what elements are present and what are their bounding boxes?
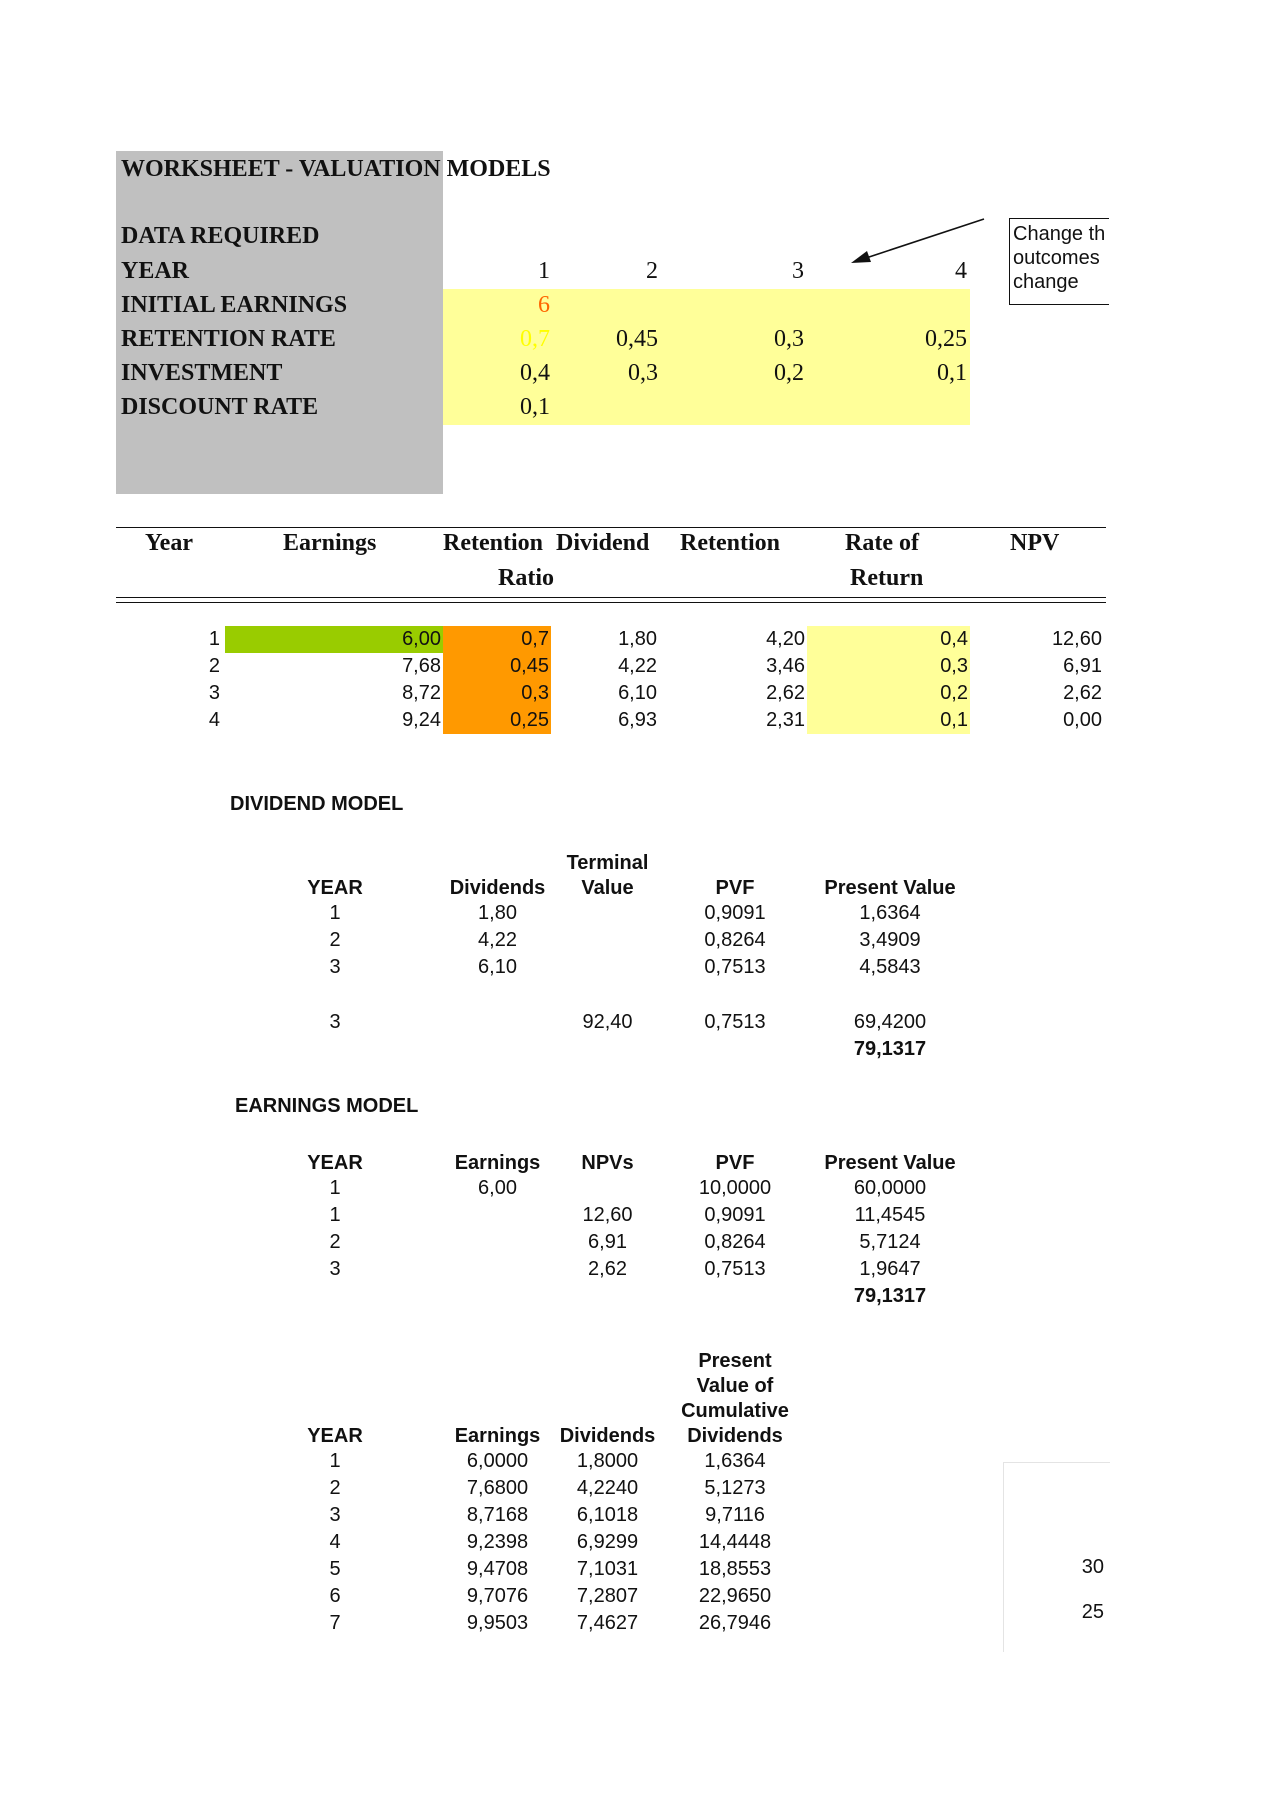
em-header-year: YEAR <box>307 1152 363 1174</box>
list-item: 4,2240 <box>576 1477 639 1499</box>
earnings-model-title: EARNINGS MODEL <box>235 1095 419 1117</box>
investment-cell-3[interactable]: 0,2 <box>774 360 804 386</box>
dividend-cell[interactable]: 1,80 <box>618 628 657 650</box>
list-item: 69,4200 <box>853 1011 927 1033</box>
col-header-ratio: Ratio <box>498 565 554 591</box>
col-header-npv: NPV <box>1010 530 1060 556</box>
rate-of-return-cell[interactable]: 0,4 <box>807 626 970 653</box>
list-item: 2 <box>329 1477 341 1499</box>
investment-cell-4[interactable]: 0,1 <box>937 360 967 386</box>
list-item: 18,8553 <box>698 1558 772 1580</box>
dividend-cell[interactable]: 6,10 <box>618 682 657 704</box>
dividend-model-total: 79,1317 <box>853 1038 927 1060</box>
list-item: 9,9503 <box>466 1612 529 1634</box>
label-year: YEAR <box>121 258 190 284</box>
col-header-retention-amount: Retention <box>680 530 780 556</box>
list-item: 4,5843 <box>859 956 921 978</box>
list-item: 1 <box>329 902 341 924</box>
dividend-model-title: DIVIDEND MODEL <box>230 793 404 815</box>
list-item: 1,6364 <box>859 902 921 924</box>
label-data-required: DATA REQUIRED <box>121 223 320 249</box>
em-header-present-value: Present Value <box>824 1152 956 1174</box>
list-item: 6,0000 <box>466 1450 529 1472</box>
list-item: 3 <box>329 1504 341 1526</box>
list-item: 0,7513 <box>704 1011 766 1033</box>
list-item: 7,2807 <box>576 1585 639 1607</box>
earnings-cell[interactable]: 7,68 <box>402 655 441 677</box>
retention-ratio-cell[interactable]: 0,45 <box>443 653 551 680</box>
earnings-cell[interactable]: 6,00 <box>225 626 443 653</box>
list-item: 6,9299 <box>576 1531 639 1553</box>
em-header-earnings: Earnings <box>454 1152 541 1174</box>
list-item: 92,40 <box>582 1011 633 1033</box>
npv-cell[interactable]: 12,60 <box>1051 628 1102 650</box>
label-initial-earnings: INITIAL EARNINGS <box>121 292 348 318</box>
col-header-earnings: Earnings <box>283 530 377 556</box>
list-item: 6 <box>329 1585 341 1607</box>
retention-ratio-cell[interactable]: 0,25 <box>443 707 551 734</box>
earnings-model-total: 79,1317 <box>853 1285 927 1307</box>
cum-header-present: Present <box>698 1350 772 1372</box>
list-item: 9,7116 <box>705 1504 765 1526</box>
retention-rate-cell-4[interactable]: 0,25 <box>925 326 967 352</box>
cum-header-cumulative: Cumulative <box>681 1400 789 1422</box>
cum-header-earnings: Earnings <box>454 1425 541 1447</box>
list-item: 3 <box>329 956 341 978</box>
col-header-rate-of: Rate of <box>845 530 919 556</box>
list-item: 0,8264 <box>704 1231 766 1253</box>
table-header-rule-2 <box>116 602 1106 603</box>
list-item: 2 <box>329 929 341 951</box>
list-item: 1,80 <box>478 902 517 924</box>
npv-cell[interactable]: 6,91 <box>1063 655 1102 677</box>
table-row: 1 <box>208 628 220 650</box>
table-row: 2 <box>208 655 220 677</box>
list-item: 0,9091 <box>704 902 766 924</box>
retention-cell[interactable]: 4,20 <box>766 628 805 650</box>
list-item: 26,7946 <box>698 1612 772 1634</box>
retention-ratio-cell[interactable]: 0,3 <box>443 680 551 707</box>
retention-cell[interactable]: 3,46 <box>766 655 805 677</box>
list-item: 0,7513 <box>704 1258 766 1280</box>
dm-header-terminal: Terminal <box>566 852 649 874</box>
list-item: 3,4909 <box>859 929 921 951</box>
note-comment-box <box>1009 218 1109 305</box>
em-header-pvf: PVF <box>715 1152 755 1174</box>
list-item: 1,9647 <box>859 1258 921 1280</box>
list-item: 1,8000 <box>576 1450 639 1472</box>
list-item: 14,4448 <box>698 1531 772 1553</box>
col-header-retention: Retention <box>443 530 543 556</box>
dm-header-pvf: PVF <box>715 877 755 899</box>
table-row: 3 <box>208 682 220 704</box>
year-cell-1[interactable]: 1 <box>538 258 550 284</box>
col-header-year: Year <box>145 530 193 556</box>
list-item: 2,62 <box>588 1258 627 1280</box>
dm-header-value: Value <box>581 877 634 899</box>
list-item: 4 <box>329 1531 341 1553</box>
dividend-cell[interactable]: 4,22 <box>618 655 657 677</box>
year-cell-3[interactable]: 3 <box>792 258 804 284</box>
earnings-cell[interactable]: 9,24 <box>402 709 441 731</box>
list-item: 1,6364 <box>704 1450 766 1472</box>
col-header-return: Return <box>850 565 924 591</box>
list-item: 0,7513 <box>704 956 766 978</box>
investment-cell-2[interactable]: 0,3 <box>628 360 658 386</box>
list-item: 6,91 <box>588 1231 627 1253</box>
retention-cell[interactable]: 2,31 <box>766 709 805 731</box>
list-item: 9,4708 <box>466 1558 529 1580</box>
list-item: 6,10 <box>478 956 517 978</box>
dividend-cell[interactable]: 6,93 <box>618 709 657 731</box>
list-item: 1 <box>329 1450 341 1472</box>
retention-rate-cell-2[interactable]: 0,45 <box>616 326 658 352</box>
npv-cell[interactable]: 0,00 <box>1063 709 1102 731</box>
list-item: 1 <box>329 1177 341 1199</box>
retention-rate-cell-1[interactable]: 0,7 <box>520 326 550 352</box>
rate-of-return-cell[interactable]: 0,3 <box>807 653 970 680</box>
list-item: 2 <box>329 1231 341 1253</box>
list-item: 8,7168 <box>466 1504 529 1526</box>
em-header-npvs: NPVs <box>581 1152 634 1174</box>
cum-header-dividends-label: Dividends <box>687 1425 783 1447</box>
year-cell-4[interactable]: 4 <box>955 258 967 284</box>
label-investment: INVESTMENT <box>121 360 283 386</box>
list-item: 7,1031 <box>576 1558 639 1580</box>
input-label-panel <box>116 151 443 494</box>
list-item: 0,8264 <box>704 929 766 951</box>
year-cell-2[interactable]: 2 <box>646 258 658 284</box>
note-line-2: outcomes <box>1013 247 1100 269</box>
list-item: 4,22 <box>478 929 517 951</box>
earnings-cell[interactable]: 8,72 <box>402 682 441 704</box>
discount-rate-cell[interactable]: 0,1 <box>520 394 550 420</box>
retention-rate-cell-3[interactable]: 0,3 <box>774 326 804 352</box>
list-item: 12,60 <box>582 1204 633 1226</box>
investment-cell-1[interactable]: 0,4 <box>520 360 550 386</box>
dm-header-present-value: Present Value <box>824 877 956 899</box>
list-item: 11,4545 <box>854 1204 926 1226</box>
note-line-3: change <box>1013 271 1079 293</box>
chart-axis-tick: 25 <box>1081 1601 1104 1623</box>
dm-header-year: YEAR <box>307 877 363 899</box>
label-retention-rate: RETENTION RATE <box>121 326 336 352</box>
list-item: 5,7124 <box>859 1231 921 1253</box>
list-item: 9,7076 <box>466 1585 529 1607</box>
rate-of-return-cell[interactable]: 0,1 <box>807 707 970 734</box>
retention-ratio-cell[interactable]: 0,7 <box>443 626 551 653</box>
list-item: 0,9091 <box>704 1204 766 1226</box>
list-item: 7,6800 <box>466 1477 529 1499</box>
list-item: 5 <box>329 1558 341 1580</box>
list-item: 22,9650 <box>698 1585 772 1607</box>
worksheet-title: WORKSHEET - VALUATION MODELS <box>121 156 551 182</box>
list-item: 6,00 <box>478 1177 517 1199</box>
cum-header-value-of: Value of <box>696 1375 774 1397</box>
label-discount-rate: DISCOUNT RATE <box>121 394 319 420</box>
chart-axis-tick: 30 <box>1081 1556 1104 1578</box>
list-item: 6,1018 <box>576 1504 639 1526</box>
table-row: 4 <box>208 709 220 731</box>
list-item: 7 <box>329 1612 341 1634</box>
list-item: 60,0000 <box>853 1177 927 1199</box>
list-item: 1 <box>329 1204 341 1226</box>
list-item: 3 <box>329 1258 341 1280</box>
cum-header-year: YEAR <box>307 1425 363 1447</box>
list-item: 5,1273 <box>704 1477 766 1499</box>
list-item: 3 <box>329 1011 341 1033</box>
list-item: 10,0000 <box>698 1177 772 1199</box>
table-header-rule-1 <box>116 597 1106 598</box>
col-header-dividend: Dividend <box>556 530 650 556</box>
initial-earnings-cell[interactable]: 6 <box>538 292 550 318</box>
rate-of-return-cell[interactable]: 0,2 <box>807 680 970 707</box>
npv-cell[interactable]: 2,62 <box>1063 682 1102 704</box>
list-item: 9,2398 <box>466 1531 529 1553</box>
retention-cell[interactable]: 2,62 <box>766 682 805 704</box>
arrow-icon <box>845 212 987 268</box>
cum-header-dividends: Dividends <box>559 1425 656 1447</box>
note-line-1: Change th <box>1013 223 1106 245</box>
dm-header-dividends: Dividends <box>449 877 546 899</box>
list-item: 7,4627 <box>576 1612 639 1634</box>
